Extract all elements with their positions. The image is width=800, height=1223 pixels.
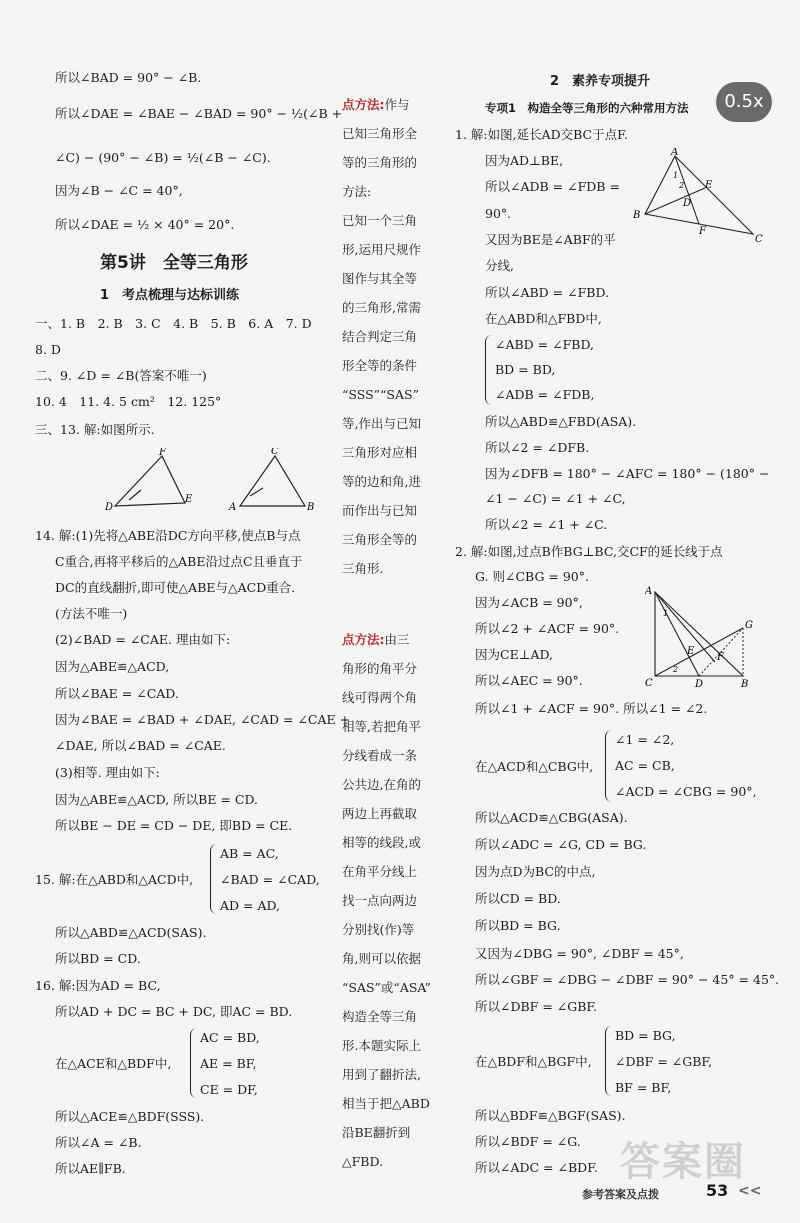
- answer-line: 三、13. 解:如图所示.: [35, 422, 155, 437]
- brace: [605, 1026, 612, 1096]
- lecture-title: 第5讲 全等三角形: [100, 253, 248, 273]
- text-line: 分线,: [485, 258, 514, 273]
- text-line: 所以∠ADC = ∠G, CD = BG.: [475, 837, 647, 852]
- figure-q2-triangle: [645, 584, 755, 690]
- method-line: 等的边和角,进: [342, 474, 421, 489]
- section-title: 1 考点梳理与达标训练: [100, 288, 240, 303]
- text-line: DC的直线翻折,即可使△ABE与△ACD重合.: [55, 580, 296, 595]
- condition-line: BD = BD,: [495, 362, 556, 377]
- text-line: 所以BE − DE = CD − DE, 即BD = CE.: [55, 818, 293, 833]
- method-line: 相等的线段,或: [342, 835, 421, 850]
- answer-line: 10. 4 11. 4. 5 cm² 12. 125°: [35, 394, 222, 409]
- text-line: 所以∠2 + ∠ACF = 90°.: [475, 621, 620, 636]
- method-lead: 点方法:: [342, 632, 385, 647]
- svg-text:1: 1: [663, 609, 669, 618]
- svg-text:F: F: [717, 652, 724, 663]
- watermark-logo: 答案圈: [620, 1139, 746, 1185]
- text-line: 所以∠ADC = ∠BDF.: [475, 1160, 598, 1175]
- svg-text:A: A: [229, 502, 237, 513]
- method-line: 三角形全等的: [342, 532, 418, 547]
- method-line: △FBD.: [342, 1154, 384, 1169]
- svg-text:F: F: [159, 448, 166, 458]
- text-line: 所以∠ABD = ∠FBD.: [485, 285, 610, 300]
- method-line: 形.本题实际上: [342, 1038, 421, 1053]
- text-line: (3)相等. 理由如下:: [55, 765, 160, 780]
- answer-line: 8. D: [35, 342, 61, 357]
- arrows-icon: <<: [738, 1183, 762, 1199]
- triangle-def: [115, 456, 185, 506]
- method-line: 角,则可以依据: [342, 951, 421, 966]
- condition-line: ∠1 = ∠2,: [615, 732, 675, 747]
- text-line: 所以∠BAD = 90° − ∠B.: [55, 70, 202, 85]
- svg-text:2: 2: [673, 665, 679, 674]
- figure-13-triangles: [105, 448, 325, 518]
- method-line: 公共边,在角的: [342, 777, 421, 792]
- text-line: 所以∠DAE = ∠BAE − ∠BAD = 90° − ½(∠B +: [55, 106, 343, 121]
- footer-label: 参考答案及点拨: [582, 1188, 659, 1201]
- text-line: ∠C) − (90° − ∠B) = ½(∠B − ∠C).: [55, 150, 271, 165]
- svg-text:F: F: [699, 226, 706, 237]
- figure-q1-triangle: [633, 148, 763, 246]
- condition-line: CE = DF,: [200, 1082, 258, 1097]
- text-line: 所以∠DBF = ∠GBF.: [475, 999, 598, 1014]
- text-line: 所以∠A = ∠B.: [55, 1135, 142, 1150]
- method-line: “SSS”“SAS”: [342, 387, 419, 402]
- text-line: 因为AD⊥BE,: [485, 153, 564, 168]
- svg-text:C: C: [755, 234, 763, 245]
- svg-text:E: E: [705, 180, 713, 191]
- method-lead: 点方法:: [342, 97, 385, 112]
- text-line: 所以AD + DC = BC + DC, 即AC = BD.: [55, 1004, 293, 1019]
- method-line: 等,作出与已知: [342, 416, 421, 431]
- answer-line: 二、9. ∠D = ∠B(答案不唯一): [35, 368, 207, 383]
- text-line: 所以∠DAE = ½ × 40° = 20°.: [55, 217, 235, 232]
- method-line: 分别找(作)等: [342, 922, 415, 937]
- text-line: 15. 解:在△ABD和△ACD中,: [35, 872, 194, 887]
- svg-text:E: E: [687, 646, 695, 657]
- method-line: 方法:: [342, 184, 372, 199]
- method-line: 结合判定三角: [342, 329, 418, 344]
- method-note-2: [342, 625, 450, 1176]
- condition-line: AC = CB,: [615, 758, 675, 773]
- page-number: 53: [706, 1181, 729, 1200]
- text-line: C重合,再将平移后的△ABE沿过点C且垂直于: [55, 554, 303, 569]
- method-line: 找一点向两边: [342, 893, 418, 908]
- text-line: 在△BDF和△BGF中,: [475, 1054, 592, 1069]
- text-line: 因为△ABE≌△ACD,: [55, 659, 170, 674]
- text-line: 2. 解:如图,过点B作BG⊥BC,交CF的延长线于点: [455, 544, 723, 559]
- method-line: 三角形对应相: [342, 445, 418, 460]
- text-line: 因为CE⊥AD,: [475, 647, 554, 662]
- text-line: 14. 解:(1)先将△ABE沿DC方向平移,使点B与点: [35, 528, 301, 543]
- text-line: ∠DAE, 所以∠BAD = ∠CAE.: [55, 738, 226, 753]
- method-line: 由三: [384, 632, 410, 647]
- brace: [485, 335, 492, 405]
- svg-text:D: D: [695, 679, 704, 690]
- text-line: 所以∠GBF = ∠DBG − ∠DBF = 90° − 45° = 45°.: [475, 972, 780, 987]
- text-line: 所以△ABD≌△ACD(SAS).: [55, 925, 207, 940]
- text-line: ∠1 − ∠C) = ∠1 + ∠C,: [485, 491, 626, 506]
- text-line: 因为点D为BC的中点,: [475, 864, 596, 879]
- text-line: 所以△ACE≌△BDF(SSS).: [55, 1109, 205, 1124]
- text-line: 所以∠AEC = 90°.: [475, 673, 583, 688]
- svg-text:E: E: [185, 494, 193, 505]
- svg-text:A: A: [671, 148, 679, 158]
- method-line: 角形的角平分: [342, 661, 418, 676]
- method-line: 形,运用尺规作: [342, 242, 421, 257]
- condition-line: BD = BG,: [615, 1028, 676, 1043]
- svg-text:B: B: [741, 679, 749, 690]
- text-line: 90°.: [485, 206, 512, 221]
- text-line: 所以AE∥FB.: [55, 1161, 126, 1176]
- text-line: 所以△ACD≌△CBG(ASA).: [475, 810, 628, 825]
- svg-text:B: B: [307, 502, 315, 513]
- text-line: 所以∠BAE = ∠CAD.: [55, 686, 179, 701]
- section-title: 2 素养专项提升: [550, 74, 651, 89]
- text-line: 因为△ABE≌△ACD, 所以BE = CD.: [55, 792, 258, 807]
- text-line: 16. 解:因为AD = BC,: [35, 978, 161, 993]
- brace: [190, 1028, 197, 1098]
- method-line: 用到了翻折法,: [342, 1067, 421, 1082]
- method-line: 分线看成一条: [342, 748, 418, 763]
- text-line: 在△ACE和△BDF中,: [55, 1056, 172, 1071]
- text-line: 所以∠1 + ∠ACF = 90°. 所以∠1 = ∠2.: [475, 701, 708, 716]
- method-line: 的三角形,常需: [342, 300, 421, 315]
- condition-line: ∠ABD = ∠FBD,: [495, 337, 595, 352]
- answer-line: 一、1. B 2. B 3. C 4. B 5. B 6. A 7. D: [35, 316, 312, 331]
- method-line: 相当于把△ABD: [342, 1096, 430, 1111]
- text-line: 所以∠BDF = ∠G.: [475, 1134, 581, 1149]
- method-line: “SAS”或“ASA”: [342, 980, 431, 995]
- method-line: 作与: [384, 97, 410, 112]
- text-line: 因为∠B − ∠C = 40°,: [55, 183, 183, 198]
- method-line: 线可得两个角: [342, 690, 418, 705]
- text-line: 所以BD = BG.: [475, 918, 561, 933]
- condition-line: AD = AD,: [220, 898, 281, 913]
- text-line: 所以BD = CD.: [55, 951, 141, 966]
- text-line: (2)∠BAD = ∠CAE. 理由如下:: [55, 632, 231, 647]
- method-line: 构造全等三角: [342, 1009, 418, 1024]
- svg-text:1: 1: [673, 171, 679, 180]
- text-line: 因为∠BAE = ∠BAD + ∠DAE, ∠CAD = ∠CAE +: [55, 712, 351, 727]
- method-line: 形全等的条件: [342, 358, 418, 373]
- method-line: 在角平分线上: [342, 864, 418, 879]
- text-line: 因为∠ACB = 90°,: [475, 595, 583, 610]
- text-line: 在△ACD和△CBG中,: [475, 759, 594, 774]
- method-note-1: [342, 90, 450, 583]
- text-line: 所以∠ADB = ∠FDB =: [485, 179, 620, 194]
- text-line: 在△ABD和△FBD中,: [485, 311, 602, 326]
- text-line: 因为∠DFB = 180° − ∠AFC = 180° − (180° −: [485, 466, 770, 481]
- method-line: 相等,若把角平: [342, 719, 421, 734]
- method-line: 图作与其全等: [342, 271, 418, 286]
- condition-line: AE = BF,: [200, 1056, 257, 1071]
- svg-text:D: D: [105, 502, 114, 513]
- svg-text:G: G: [745, 620, 753, 631]
- brace: [605, 730, 612, 802]
- svg-text:B: B: [633, 210, 641, 221]
- condition-line: AC = BD,: [200, 1030, 260, 1045]
- condition-line: ∠BAD = ∠CAD,: [220, 872, 320, 887]
- method-line: 沿BE翻折到: [342, 1125, 411, 1140]
- topic-title: 专项1 构造全等三角形的六种常用方法: [485, 101, 689, 115]
- method-line: 两边上再截取: [342, 806, 418, 821]
- text-line: 又因为BE是∠ABF的平: [485, 232, 616, 247]
- method-line: 已知一个三角: [342, 213, 418, 228]
- svg-text:C: C: [645, 678, 653, 689]
- svg-text:C: C: [271, 448, 279, 457]
- text-line: G. 则∠CBG = 90°.: [475, 569, 589, 584]
- condition-line: BF = BF,: [615, 1080, 672, 1095]
- method-line: 而作出与已知: [342, 503, 418, 518]
- text-line: 所以△BDF≌△BGF(SAS).: [475, 1108, 626, 1123]
- text-line: 所以CD = BD.: [475, 891, 561, 906]
- condition-line: ∠ACD = ∠CBG = 90°,: [615, 784, 757, 799]
- text-line: 所以∠2 = ∠DFB.: [485, 440, 590, 455]
- text-line: (方法不唯一): [55, 606, 128, 621]
- svg-text:D: D: [683, 198, 692, 209]
- method-line: 已知三角形全: [342, 126, 418, 141]
- brace: [210, 844, 217, 914]
- svg-text:2: 2: [679, 181, 685, 190]
- method-line: 三角形.: [342, 561, 384, 576]
- svg-text:A: A: [645, 586, 653, 597]
- condition-line: ∠ADB = ∠FDB,: [495, 387, 595, 402]
- method-line: 等的三角形的: [342, 155, 418, 170]
- condition-line: ∠DBF = ∠GBF,: [615, 1054, 713, 1069]
- text-line: 1. 解:如图,延长AD交BC于点F.: [455, 127, 628, 142]
- zoom-badge[interactable]: 0.5x: [716, 82, 772, 122]
- condition-line: AB = AC,: [220, 846, 279, 861]
- text-line: 所以△ABD≌△FBD(ASA).: [485, 414, 637, 429]
- triangle-abc: [240, 456, 305, 506]
- text-line: 又因为∠DBG = 90°, ∠DBF = 45°,: [475, 946, 684, 961]
- text-line: 所以∠2 = ∠1 + ∠C.: [485, 517, 608, 532]
